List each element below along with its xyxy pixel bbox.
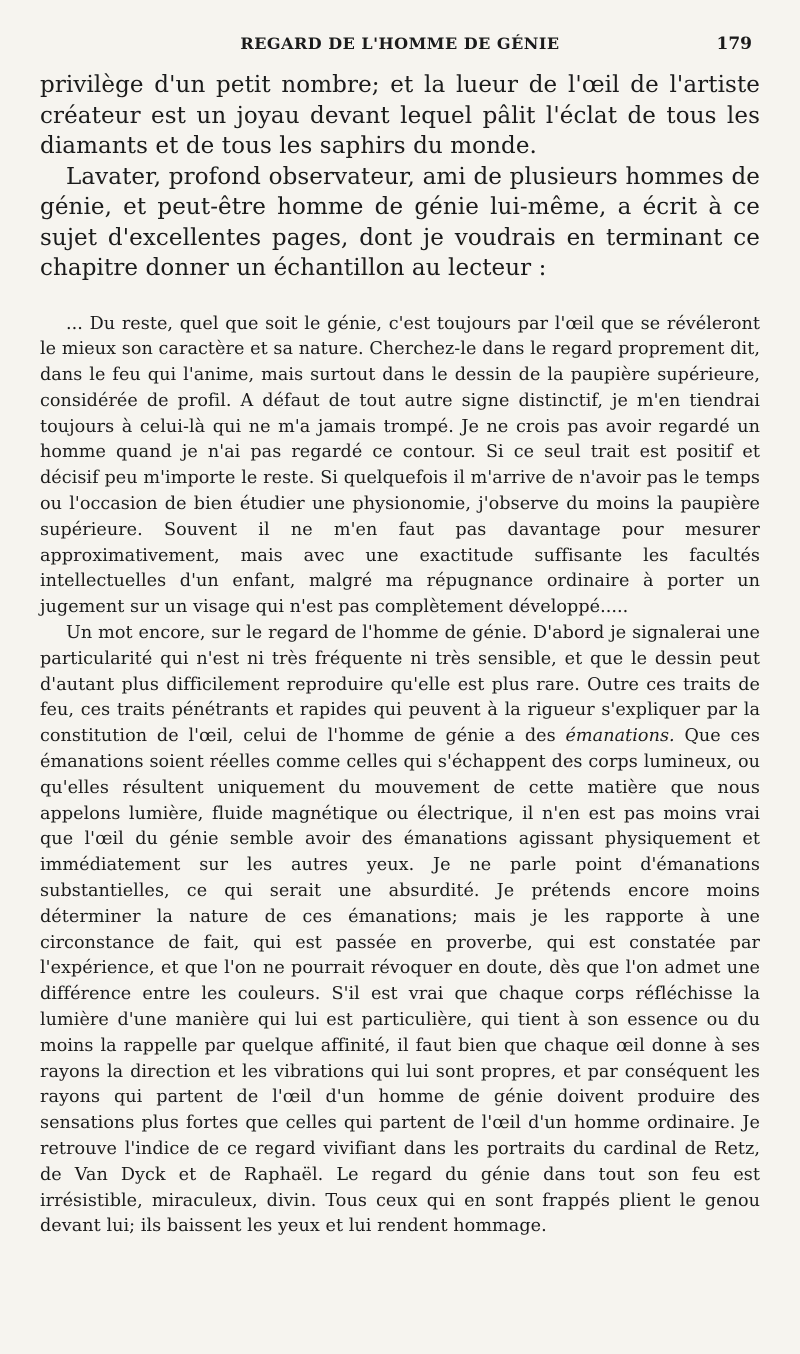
page-header — [40, 0, 760, 70]
paragraph-emanations — [40, 621, 760, 1240]
emphasized-word: émanations. — [565, 726, 675, 747]
lavater-quotation: ... Du reste, quel que soit le génie, c'est toujours par l'œil que se révéleront le mieux son caractère et sa nature. Cherchez-le dans le regard proprement dit, dans le feu qui l'anime, mais surtout dans le dessin de la paupière supérieure, considérée de profil. A défaut de tout autre signe distinctif, je m'en tiendrai toujours à celui-là qui ne m'a jamais trompé. Je ne crois pas avoir regardé un homme quand je n'ai pas regardé ce contour. Si ce seul trait est positif et décisif peu m'importe le reste. Si quelquefois il m'arrive de n'avoir pas le temps ou l'occasion de bien étudier une physionomie, j'observe du moins la paupière supérieure. Souvent il ne m'en faut pas davantage pour mesurer approximativement, mais avec une exactitude suffisante les facultés intellectuelles d'un enfant, malgré ma répugnance ordinaire à porter un jugement sur un visage qui n'est pas complètement développé..... — [40, 313, 760, 618]
paragraph-emanations-start: Un mot encore, sur le regard de l'homme de génie. D'abord je signalerai une particularité qui n'est ni très fréquente ni très sensible, et que le dessin peut d'autant plus difficilement reproduire qu'elle est plus rare. Outre ces traits de feu, ces traits pénétrants et rapides qui peuvent à la rigueur s'expliquer par la constitution de l'œil, celui de l'homme de génie a des — [40, 623, 760, 747]
paragraph-emanations-rest: Que ces émanations soient réelles comme celles qui s'échappent des corps lumineux, ou qu'elles résultent uniquement du mouvement de cette matière que nous appelons lumière, fluide magnétique ou électrique, il n'en est pas moins vrai que l'œil du génie semble avoir des émanations agissant physiquement et immédiatement sur les autres yeux. Je ne parle point d'émanations substantielles, ce qui serait une absurdité. Je prétends encore moins déterminer la nature de ces émanations; mais je les rapporte à une circonstance de fait, qui est passée en proverbe, qui est constatée par l'expérience, et que l'on ne pourrait révoquer en doute, dès que l'on admet une différence entre les couleurs. S'il est vrai que chaque corps réfléchisse la lumière d'une manière qui lui est particulière, qui tient à son essence ou du moins la rappelle par quelque affinité, il faut bien que chaque œil donne à ses rayons la direction et les vibrations qui lui sont propres, et par conséquent les rayons qui partent de l'œil d'un homme de génie doivent produire des sensations plus fortes que celles qui partent de l'œil d'un homme ordinaire. Je retrouve l'indice de ce regard vivifiant dans les portraits du cardinal de Retz, de Van Dyck et de Raphaël. Le regard du génie dans tout son feu est irrésistible, miraculeux, divin. Tous ceux qui en sont frappés plient le genou devant lui; ils baissent les yeux et lui rendent hommage. — [40, 726, 760, 1237]
page-number: 179 — [716, 34, 752, 54]
paragraph-lavater-intro: Lavater, profond observateur, ami de plusieurs hommes de génie, et peut-être homme de génie lui-même, a écrit à ce sujet d'excellentes pages, dont je voudrais en terminant ce chapitre donner un échantillon au lecteur : — [40, 163, 760, 281]
paragraph-continuation: privilège d'un petit nombre; et la lueur de l'œil de l'artiste créateur est un joyau devant lequel pâlit l'éclat de tous les diamants et de tous les saphirs du monde. — [40, 72, 760, 159]
running-head: REGARD DE L'HOMME DE GÉNIE — [240, 34, 560, 53]
